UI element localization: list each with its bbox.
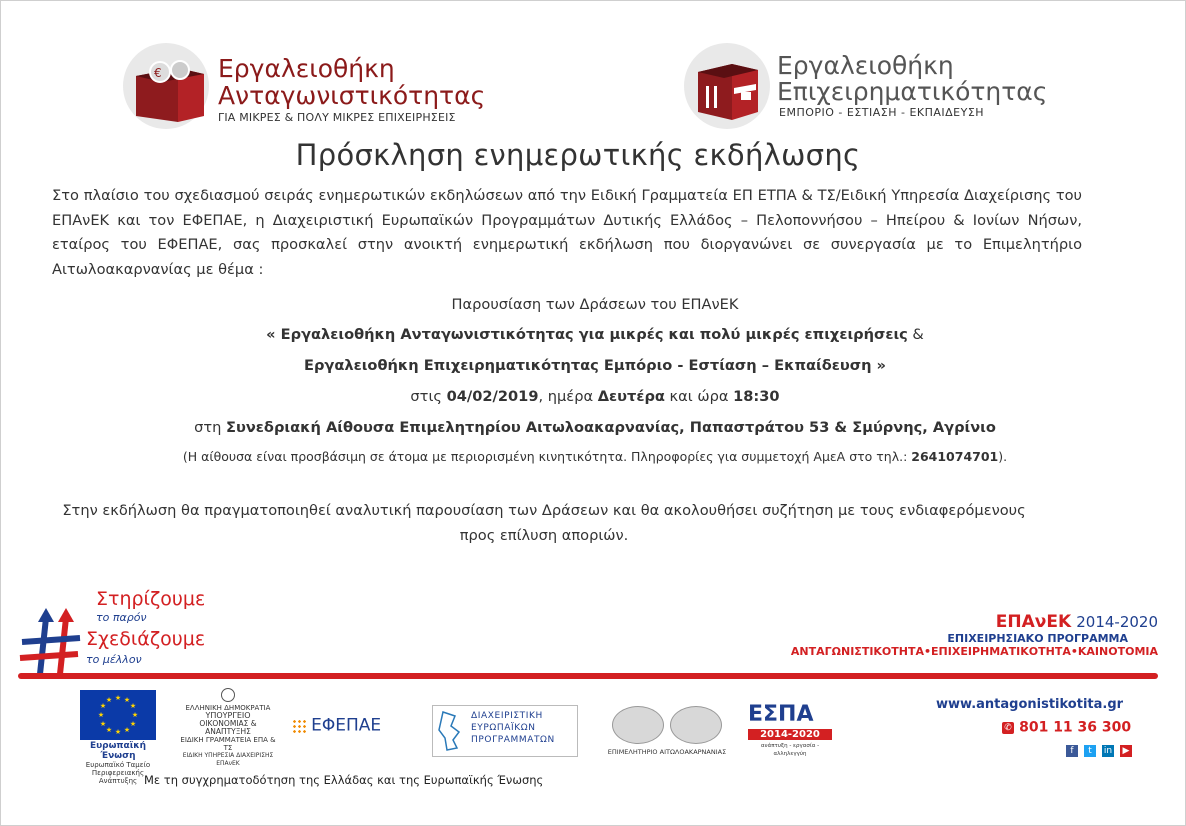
espa-sub: ανάπτυξη - εργασία - αλληλεγγύη: [760, 743, 820, 757]
eu-sub2: Περιφερειακής Ανάπτυξης: [91, 769, 145, 785]
event-topic-line2: [0, 357, 1186, 374]
svg-text:★: ★: [97, 711, 105, 719]
event-time: 18:30: [733, 388, 780, 405]
slogan-line2: Σχεδιάζουμε: [86, 628, 206, 650]
money-box-icon: [130, 58, 210, 124]
logo-left-subtitle: ΓΙΑ ΜΙΚΡΕΣ & ΠΟΛΥ ΜΙΚΡΕΣ ΕΠΙΧΕΙΡΗΣΕΙΣ: [218, 111, 456, 124]
website-link[interactable]: www.antagonistikotita.gr: [936, 697, 1124, 712]
day-prefix: , ημέρα: [538, 388, 598, 405]
diax-line1: ΔΙΑΧΕΙΡΙΣΤΙΚΗ: [471, 711, 543, 721]
phone-icon: ✆: [1002, 722, 1014, 734]
espa-years: 2014-2020: [748, 729, 832, 740]
event-topic-title1: « Εργαλειοθήκη Ανταγωνιστικότητας για μικρές και πολύ μικρές επιχειρήσεις: [266, 326, 908, 343]
intro-paragraph: Στο πλαίσιο του σχεδιασμού σειράς ενημερωτικών εκδηλώσεων από την Ειδική Γραμματεία ΕΠ ΕΤΠΑ & ΤΣ/Ειδική Υπηρεσία Διαχείρισης του ΕΠΑνΕΚ και τον ΕΦΕΠΑΕ, η Διαχειριστική Ευρωπαϊκών Προγραμμάτων Δυτικής Ελλάδος – Πελοποννήσου – Ηπείρου & Ιονίων Νήσων, εταίρος του ΕΦΕΠΑΕ, σας προσκαλεί στην ανοικτή ενημερωτική εκδήλωση που διοργανώνει σε συνεργασία με το Επιμελητήριο Αιτωλοακαρνανίας με θέμα :: [52, 187, 1082, 278]
ministry-line4: ΕΙΔΙΚΗ ΓΡΑΜΜΑΤΕΙΑ ΕΠΑ & ΤΣ: [180, 736, 276, 752]
closing-paragraph: Στην εκδήλωση θα πραγματοποιηθεί αναλυτική παρουσίαση των Δράσεων και θα ακολουθήσει συζήτηση με τους ενδιαφερόμενους προς επίλυση αποριών.: [62, 502, 1026, 544]
svg-text:★: ★: [105, 696, 113, 704]
greek-emblem-icon: [221, 688, 235, 702]
event-topic-line1: [0, 326, 1186, 343]
diax-line2: ΕΥΡΩΠΑΪΚΩΝ: [471, 723, 536, 733]
ministry-line5: ΕΙΔΙΚΗ ΥΠΗΡΕΣΙΑ ΔΙΑΧΕΙΡΙΣΗΣ ΕΠΑνΕΚ: [182, 752, 274, 767]
epanek-logo: [780, 612, 1158, 658]
linkedin-icon[interactable]: in: [1103, 746, 1113, 756]
note-end: ).: [998, 449, 1008, 464]
phone-block: [1002, 717, 1131, 736]
logo-right-title-line1: Εργαλειοθήκη: [777, 51, 954, 80]
ministry-line2: ΥΠΟΥΡΓΕΙΟ: [205, 711, 251, 720]
svg-text:★: ★: [123, 696, 131, 704]
eu-sub1: Ευρωπαϊκό Ταμείο: [85, 761, 151, 769]
event-venue: Συνεδριακή Αίθουσα Επιμελητηρίου Αιτωλοακαρνανίας, Παπαστράτου 53 & Σμύρνης, Αγρίνιο: [226, 419, 996, 436]
ministry-line1: ΕΛΛΗΝΙΚΗ ΔΗΜΟΚΡΑΤΙΑ: [185, 704, 271, 712]
event-datetime: [0, 388, 1186, 405]
facebook-icon[interactable]: f: [1066, 745, 1078, 757]
svg-text:★: ★: [99, 720, 107, 728]
logo-left-title-line2: Ανταγωνιστικότητας: [218, 81, 486, 110]
eu-flag-icon: [80, 690, 156, 740]
event-presentation: Παρουσίαση των Δράσεων του ΕΠΑνΕΚ: [451, 296, 739, 313]
chamber-logo: [606, 706, 728, 756]
slogan-sub2: το μέλλον: [86, 653, 142, 666]
note-phone: 2641074701: [911, 449, 999, 464]
cofunding-note: Με τη συγχρηματοδότηση της Ελλάδας και της Ευρωπαϊκής Ένωσης: [144, 773, 544, 787]
epanek-years: 2014-2020: [1076, 613, 1158, 631]
event-topic-amp: &: [907, 326, 924, 343]
ministry-logo: [176, 688, 280, 768]
social-icons: [1060, 738, 1132, 757]
hashtag-arrows-icon: [16, 606, 86, 676]
chamber-coin-left-icon: [612, 706, 664, 744]
logo-left-title-line1: Εργαλειοθήκη: [218, 54, 395, 83]
svg-text:★: ★: [129, 720, 137, 728]
event-day: Δευτέρα: [597, 388, 665, 405]
event-topic-title2: Εργαλειοθήκη Επιχειρηματικότητας Εμπόριο - Εστίαση – Εκπαίδευση »: [304, 357, 886, 374]
accessibility-note: [0, 449, 1186, 464]
efepae-logo: [292, 715, 381, 736]
espa-name: ΕΣΠΑ: [748, 702, 814, 727]
svg-text:★: ★: [99, 702, 107, 710]
epanek-name: ΕΠΑνΕΚ: [995, 612, 1072, 632]
page-title: Πρόσκληση ενημερωτικής εκδήλωσης: [295, 138, 861, 172]
epanek-line2: ΑΝΤΑΓΩΝΙΣΤΙΚΟΤΗΤΑ•ΕΠΙΧΕΙΡΗΜΑΤΙΚΟΤΗΤΑ•ΚΑΙΝΟΤΟΜΙΑ: [790, 645, 1158, 658]
twitter-icon[interactable]: t: [1084, 745, 1096, 757]
eu-label: Ευρωπαϊκή Ένωση: [89, 741, 147, 761]
ministry-line3: ΟΙΚΟΝΟΜΙΑΣ & ΑΝΑΠΤΥΞΗΣ: [199, 719, 257, 736]
red-divider: [18, 673, 1158, 679]
restaurant-education-icon: [692, 52, 764, 124]
logo-right-title-line2: Επιχειρηματικότητας: [777, 77, 1048, 106]
svg-text:★: ★: [114, 728, 122, 736]
chamber-label: ΕΠΙΜΕΛΗΤΗΡΙΟ ΑΙΤΩΛΟΑΚΑΡΝΑΝΙΑΣ: [607, 748, 727, 756]
time-prefix: και ώρα: [664, 388, 734, 405]
svg-text:★: ★: [105, 726, 113, 734]
diaxeiristiki-logo: [432, 705, 578, 757]
event-date: 04/02/2019: [446, 388, 539, 405]
phone-number: 801 11 36 300: [1019, 719, 1132, 736]
slogan-line1: Στηρίζουμε: [96, 588, 206, 610]
svg-text:★: ★: [131, 711, 139, 719]
diax-line3: ΠΡΟΓΡΑΜΜΑΤΩΝ: [471, 735, 555, 745]
logo-right-subtitle: ΕΜΠΟΡΙΟ - ΕΣΤΙΑΣΗ - ΕΚΠΑΙΔΕΥΣΗ: [779, 106, 985, 119]
slogan-sub1: το παρόν: [96, 611, 147, 624]
espa-logo: [748, 703, 832, 758]
date-prefix: στις: [410, 388, 447, 405]
svg-text:★: ★: [123, 726, 131, 734]
efepae-name: ΕΦΕΠΑΕ: [311, 715, 382, 736]
svg-text:★: ★: [114, 694, 122, 702]
note-text: (Η αίθουσα είναι προσβάσιμη σε άτομα με περιορισμένη κινητικότητα. Πληροφορίες για συμμετοχή ΑμεΑ στο τηλ.:: [182, 449, 912, 464]
youtube-icon[interactable]: ▶: [1120, 745, 1132, 757]
epanek-line1: ΕΠΙΧΕΙΡΗΣΙΑΚΟ ΠΡΟΓΡΑΜΜΑ: [947, 632, 1128, 645]
svg-text:★: ★: [129, 702, 137, 710]
svg-text:€: €: [154, 66, 162, 80]
venue-prefix: στη: [194, 419, 227, 436]
greece-map-icon: [437, 710, 465, 752]
chamber-coin-right-icon: [670, 706, 722, 744]
efepae-dots-icon: [292, 719, 306, 733]
event-venue-line: [0, 419, 1186, 436]
